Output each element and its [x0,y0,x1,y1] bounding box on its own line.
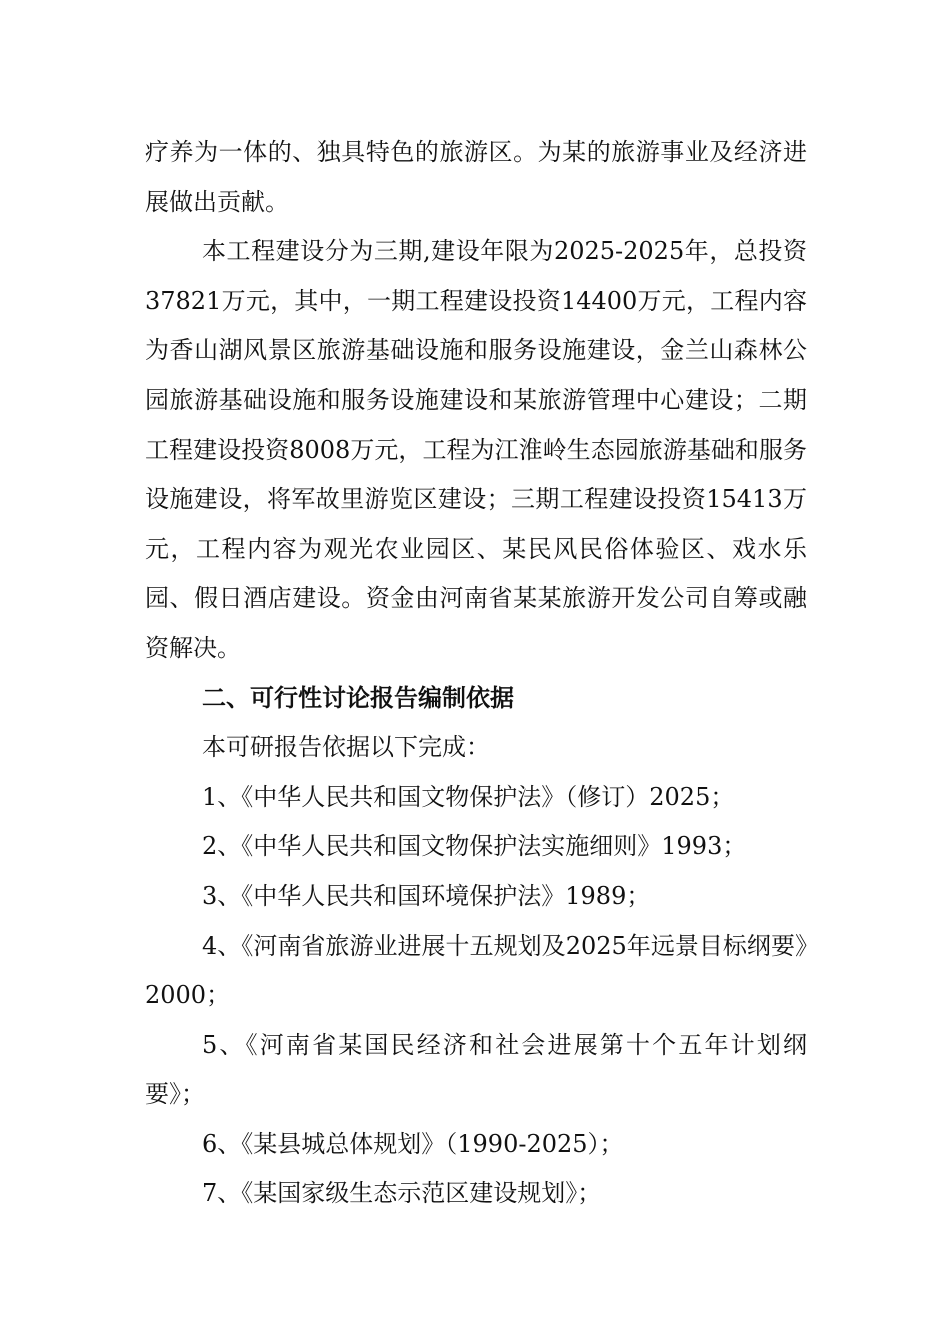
reference-item-3: 3、《中华人民共和国环境保护法》1989； [202,881,651,910]
reference-item-6: 6、《某县城总体规划》（1990-2025）； [202,1129,624,1158]
document-page [145,128,807,1219]
paragraph-intro: 本可研报告依据以下完成： [202,733,490,762]
reference-item-5: 5、《河南省某国民经济和社会进展第十个五年计划纲要》； [145,1030,807,1109]
section-heading: 二、可行性讨论报告编制依据 [202,683,514,712]
paragraph-project-phases: 本工程建设分为三期,建设年限为2025-2025年，总投资37821万元，其中，一期工程建设投资14400万元，工程内容为香山湖风景区旅游基础设施和服务设施建设，金兰山森林公园旅游基础设施和服务设施建设和某旅游管理中心建设；二期工程建设投资8008万元，工程为江淮岭生态园旅游基础和服务设施建设，将军故里游览区建设；三期工程建设投资15413万元，工程内容为观光农业园区、某民风民俗体验区、戏水乐园、假日酒店建设。资金由河南省某某旅游开发公司自筹或融资解决。 [145,237,807,662]
reference-item-2: 2、《中华人民共和国文物保护法实施细则》1993； [202,832,747,861]
reference-item-4: 4、《河南省旅游业进展十五规划及2025年远景目标纲要》2000； [145,931,807,1010]
paragraph-continuation: 疗养为一体的、独具特色的旅游区。为某的旅游事业及经济进展做出贡献。 [145,138,807,216]
reference-item-1: 1、《中华人民共和国文物保护法》（修订）2025； [202,782,735,811]
reference-item-7: 7、《某国家级生态示范区建设规划》； [202,1179,602,1208]
